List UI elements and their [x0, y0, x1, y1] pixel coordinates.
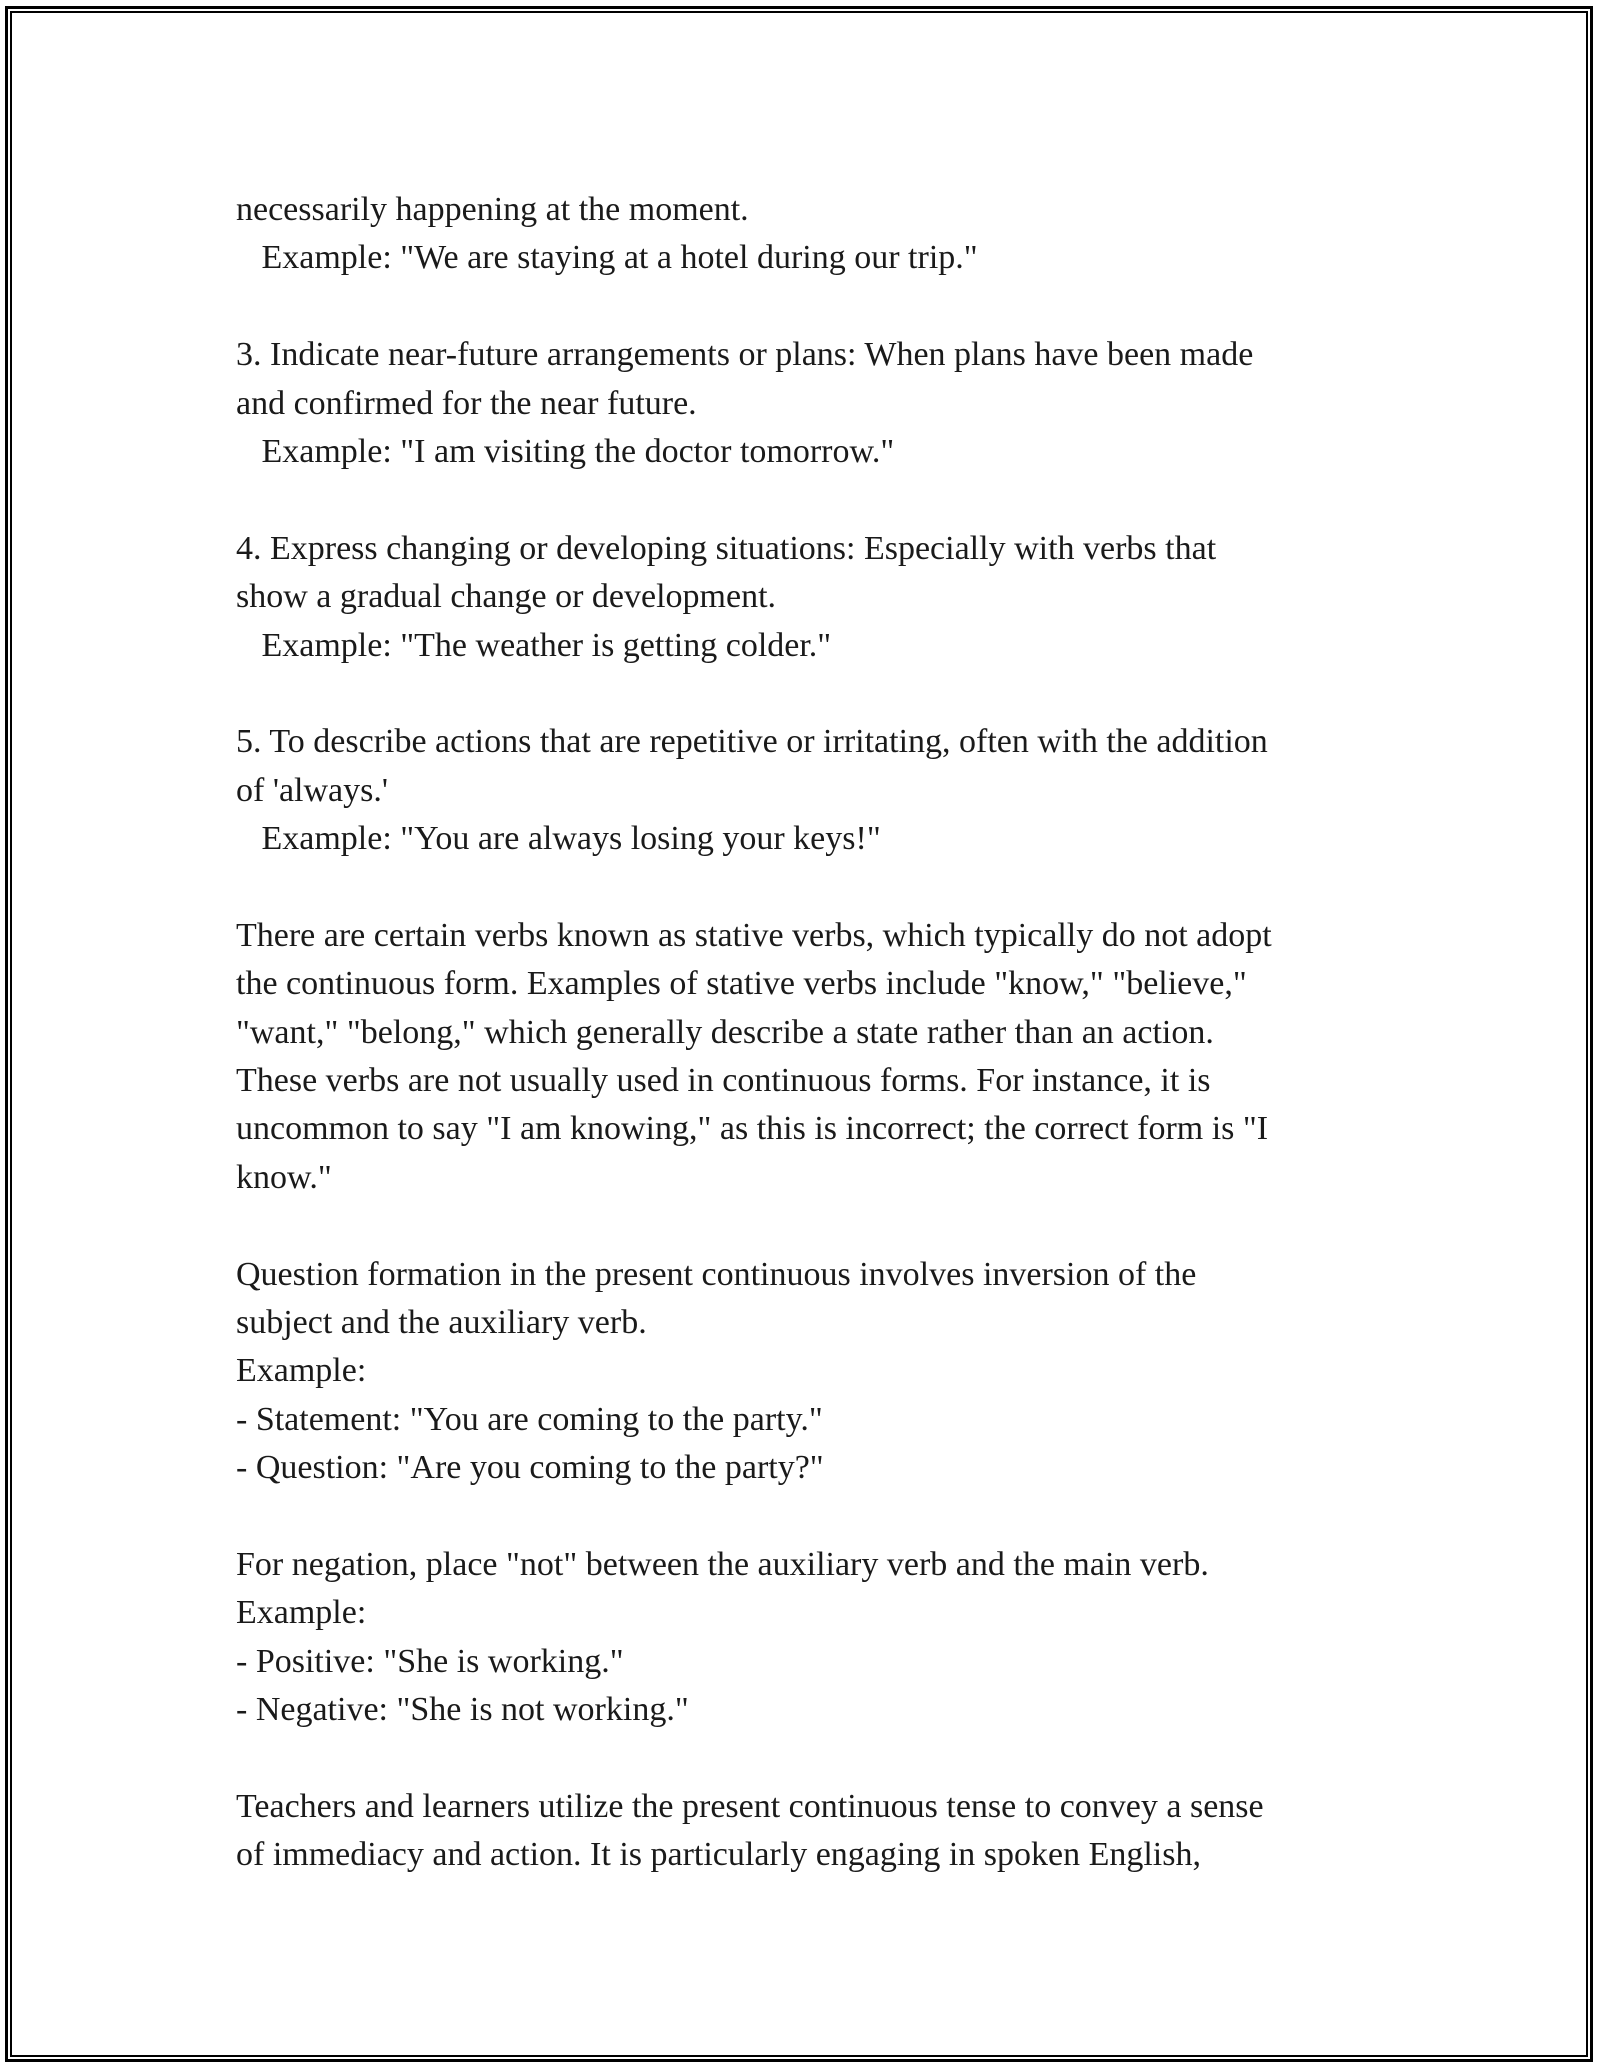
- paragraph-gap: [236, 1202, 1366, 1250]
- paragraph-gap: [236, 670, 1366, 718]
- paragraph-gap: [236, 476, 1366, 524]
- document-body: [236, 186, 1366, 1880]
- example-negative: - Negative: "She is not working.": [236, 1691, 689, 1729]
- example-line: Example: "I am visiting the doctor tomorrow.": [236, 432, 895, 470]
- paragraph-gap: [236, 863, 1366, 911]
- example-line: Example: "We are staying at a hotel during our trip.": [236, 239, 978, 277]
- text-line: "want," "belong," which generally describe a state rather than an action.: [236, 1013, 1214, 1051]
- example-question: - Question: "Are you coming to the party?": [236, 1449, 824, 1487]
- text-line: the continuous form. Examples of stative verbs include "know," "believe,": [236, 965, 1247, 1003]
- example-line: Example: "You are always losing your keys!": [236, 820, 881, 858]
- text-line: and confirmed for the near future.: [236, 384, 697, 422]
- text-line: know.": [236, 1158, 332, 1196]
- example-label: Example:: [236, 1352, 367, 1390]
- text-line: necessarily happening at the moment.: [236, 191, 749, 228]
- text-line: subject and the auxiliary verb.: [236, 1303, 647, 1341]
- paragraph-gap: [236, 1735, 1366, 1783]
- example-positive: - Positive: "She is working.": [236, 1642, 624, 1680]
- list-item-4: 4. Express changing or developing situations: Especially with verbs that: [236, 529, 1217, 567]
- text-line: of immediacy and action. It is particularly engaging in spoken English,: [236, 1836, 1201, 1874]
- text-line: of 'always.': [236, 771, 388, 809]
- list-item-5: 5. To describe actions that are repetitive or irritating, often with the addition: [236, 723, 1268, 761]
- text-line: uncommon to say "I am knowing," as this is incorrect; the correct form is "I: [236, 1110, 1269, 1148]
- stative-verbs-paragraph: There are certain verbs known as stative verbs, which typically do not adopt: [236, 916, 1272, 954]
- example-label: Example:: [236, 1594, 367, 1632]
- negation-paragraph: For negation, place "not" between the auxiliary verb and the main verb.: [236, 1545, 1209, 1583]
- example-statement: - Statement: "You are coming to the party.": [236, 1400, 823, 1438]
- text-line: These verbs are not usually used in continuous forms. For instance, it is: [236, 1062, 1211, 1100]
- example-line: Example: "The weather is getting colder.": [236, 626, 832, 664]
- teachers-paragraph: Teachers and learners utilize the present continuous tense to convey a sense: [236, 1787, 1264, 1825]
- list-item-3: 3. Indicate near-future arrangements or plans: When plans have been made: [236, 336, 1254, 374]
- text-line: show a gradual change or development.: [236, 578, 777, 616]
- question-formation-paragraph: Question formation in the present continuous involves inversion of the: [236, 1255, 1197, 1293]
- paragraph-gap: [236, 1493, 1366, 1541]
- paragraph-gap: [236, 283, 1366, 331]
